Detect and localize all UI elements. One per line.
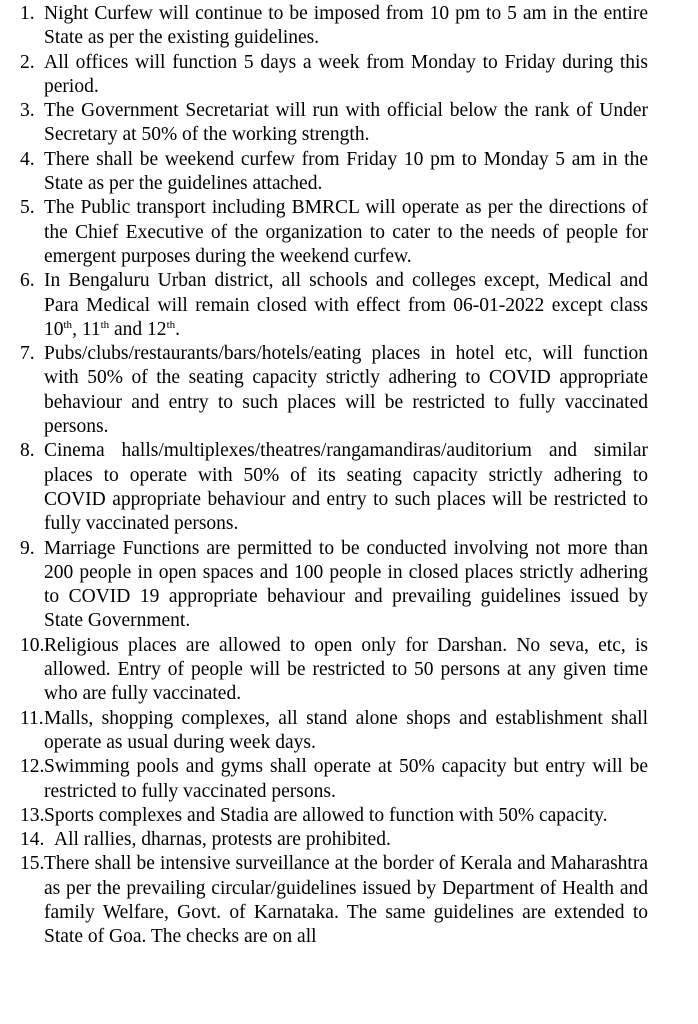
item-number: 7. (20, 343, 35, 365)
list-item-15 (20, 852, 648, 949)
superscript: th (100, 318, 110, 331)
item-text-part: and 12 (109, 318, 167, 340)
list-item-4 (20, 148, 648, 197)
item-number: 11. (20, 707, 44, 729)
item-number: 10. (20, 634, 45, 656)
superscript: th (166, 318, 176, 331)
item-text: Night Curfew will continue to be imposed from 10 pm to 5 am in the entire State as per the existing guidelines. (44, 3, 648, 49)
list-item-10 (20, 634, 648, 707)
item-number: 8. (20, 440, 35, 462)
document-page (20, 2, 648, 950)
item-text: There shall be intensive surveillance at the border of Kerala and Maharashtra as per the prevailing circular/guidelines issued by Department of Health and family Welfare, Govt. of Karnataka. The same guidelines are extended to State of Goa. The checks are on all (44, 853, 648, 948)
item-text: Malls, shopping complexes, all stand alone shops and establishment shall operate as usual during week days. (44, 707, 648, 753)
item-text-part: , 11 (72, 318, 101, 340)
list-item-1 (20, 2, 648, 51)
superscript: th (63, 318, 73, 331)
list-item-7 (20, 342, 648, 439)
list-item-9 (20, 537, 648, 634)
item-text (44, 269, 648, 342)
item-number: 3. (20, 100, 35, 122)
item-text: Cinema halls/multiplexes/theatres/rangamandiras/auditorium and similar places to operate with 50% of its seating capacity strictly adhering to COVID appropriate behaviour and entry to such places will be restricted to fully vaccinated persons. (44, 440, 648, 535)
item-number: 13. (20, 804, 45, 826)
item-text: All rallies, dharnas, protests are prohibited. (54, 829, 391, 851)
list-item-8 (20, 439, 648, 536)
item-text: All offices will function 5 days a week from Monday to Friday during this period. (44, 51, 648, 97)
item-text-part: In Bengaluru Urban district, all schools and colleges except, Medical and Para Medical will remain closed with effect from 06-01-2022 except class 10 (44, 270, 648, 340)
item-text-part: . (175, 318, 180, 340)
list-item-3 (20, 99, 648, 148)
list-item-5 (20, 196, 648, 269)
item-number: 6. (20, 270, 35, 292)
item-text: Pubs/clubs/restaurants/bars/hotels/eating places in hotel etc, will function with 50% of the seating capacity strictly adhering to COVID appropriate behaviour and entry to such places will be restricted to fully vaccinated persons. (44, 343, 648, 438)
item-text: Religious places are allowed to open only for Darshan. No seva, etc, is allowed. Entry of people will be restricted to 50 persons at any given time who are fully vaccinated. (44, 634, 648, 705)
item-number: 1. (20, 3, 35, 24)
item-text: Sports complexes and Stadia are allowed to function with 50% capacity. (44, 804, 608, 826)
list-item-2 (20, 51, 648, 100)
item-number: 2. (20, 51, 35, 73)
item-text: The Public transport including BMRCL will operate as per the directions of the Chief Executive of the organization to cater to the needs of people for emergent purposes during the weekend curfew. (44, 197, 648, 267)
item-number: 12. (20, 756, 45, 778)
list-item-12 (20, 755, 648, 804)
item-text: There shall be weekend curfew from Friday 10 pm to Monday 5 am in the State as per the guidelines attached. (44, 148, 648, 195)
item-number: 4. (20, 148, 35, 170)
list-item-13 (20, 804, 648, 828)
list-item-14 (20, 828, 648, 852)
item-text: The Government Secretariat will run with official below the rank of Under Secretary at 50% of the working strength. (44, 100, 648, 146)
list-item-6 (20, 269, 648, 342)
item-text: Marriage Functions are permitted to be conducted involving not more than 200 people in open spaces and 100 people in closed places strictly adhering to COVID 19 appropriate behaviour and prevailing guidelines issued by State Government. (44, 537, 648, 632)
item-number: 5. (20, 197, 35, 219)
item-number: 14. (20, 829, 45, 851)
list-item-11 (20, 707, 648, 756)
item-number: 9. (20, 537, 35, 559)
item-text: Swimming pools and gyms shall operate at 50% capacity but entry will be restricted to fully vaccinated persons. (44, 756, 648, 802)
item-number: 15. (20, 853, 45, 875)
